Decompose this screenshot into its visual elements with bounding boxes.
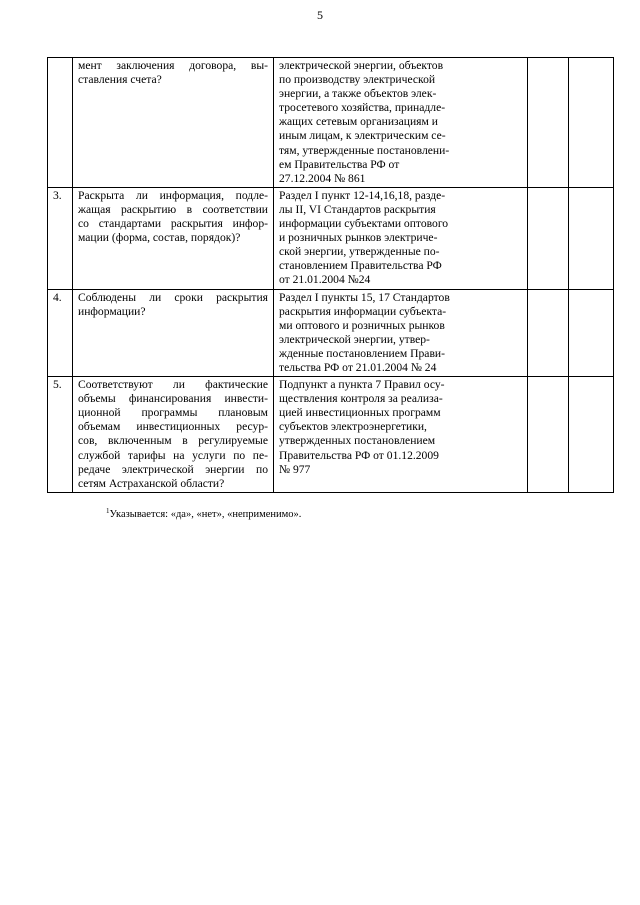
reference-line: лы II, VI Стандартов раскрытия	[279, 202, 436, 216]
table-row	[48, 58, 614, 188]
reference-line: Правительства РФ от 01.12.2009	[279, 448, 439, 462]
note-cell	[569, 289, 614, 377]
note-cell	[569, 187, 614, 289]
reference-line: электрической энергии, утвер-	[279, 332, 430, 346]
question-line: редаче электрической энергии по	[78, 462, 268, 476]
page-number: 5	[317, 8, 323, 22]
reference-cell	[274, 58, 528, 188]
reference-line: тросетевого хозяйства, принадле-	[279, 101, 446, 115]
reference-line: Раздел I пункт 12-14,16,18, разде-	[279, 188, 446, 202]
question-line: жащая раскрытию в соответствии	[78, 202, 268, 216]
reference-line: и розничных рынков электриче-	[279, 231, 438, 245]
table-row	[48, 187, 614, 289]
question-line: Раскрыта ли информация, подле-	[78, 188, 268, 202]
question-line: службой тарифы на услуги по пе-	[78, 448, 268, 462]
table-row	[48, 377, 614, 493]
question-cell	[73, 58, 274, 188]
question-line: ционной программы плановым	[78, 406, 268, 420]
answer-cell	[528, 58, 569, 188]
answer-cell	[528, 187, 569, 289]
footnote-text: Указывается: «да», «нет», «неприменимо».	[109, 509, 302, 520]
reference-line: иным лицам, к электрическим се-	[279, 129, 446, 143]
question-cell	[73, 187, 274, 289]
question-line: сетям Астраханской области?	[78, 476, 225, 490]
reference-cell	[274, 289, 528, 377]
checklist-body	[48, 58, 614, 493]
question-line: Соблюдены ли сроки раскрытия	[78, 290, 268, 304]
note-cell	[569, 377, 614, 493]
question-line: объемы финансирования инвести-	[78, 392, 268, 406]
question-line: мент заключения договора, вы-	[78, 59, 268, 72]
answer-cell	[528, 289, 569, 377]
reference-line: Подпункт а пункта 7 Правил осу-	[279, 378, 445, 392]
reference-cell	[274, 377, 528, 493]
reference-line: 27.12.2004 № 861	[279, 171, 366, 185]
question-cell	[73, 289, 274, 377]
question-line: мации (форма, состав, порядок)?	[78, 231, 241, 245]
reference-line: Раздел I пункты 15, 17 Стандартов	[279, 290, 450, 304]
reference-line: жащих сетевым организациям и	[279, 115, 438, 129]
question-line: Соответствуют ли фактические	[78, 378, 268, 392]
checklist-table	[47, 57, 614, 493]
reference-line: № 977	[279, 462, 311, 476]
reference-line: от 21.01.2004 №24	[279, 273, 371, 287]
question-line: ставления счета?	[78, 73, 162, 87]
table-row	[48, 289, 614, 377]
footnote-marker: 1	[106, 507, 110, 515]
question-line: сов, включенным в регулируемые	[78, 434, 268, 448]
reference-line: тям, утвержденные постановлени-	[279, 143, 450, 157]
reference-line: утвержденных постановлением	[279, 434, 436, 448]
note-cell	[569, 58, 614, 188]
row-number-cell: 5.	[48, 377, 73, 493]
row-number-cell	[48, 58, 73, 188]
reference-line: становлением Правительства РФ	[279, 259, 442, 273]
reference-line: ской энергии, утвержденные по-	[279, 245, 440, 259]
reference-line: субъектов электроэнергетики,	[279, 420, 427, 434]
reference-line: раскрытия информации субъекта-	[279, 304, 447, 318]
reference-line: цией инвестиционных программ	[279, 406, 441, 420]
question-line: со стандартами раскрытия инфор-	[78, 217, 268, 231]
reference-line: по производству электрической	[279, 73, 436, 87]
reference-line: ществления контроля за реализа-	[279, 392, 443, 406]
question-line: объемам инвестиционных ресур-	[78, 420, 268, 434]
question-line: информации?	[78, 304, 146, 318]
row-number-cell: 3.	[48, 187, 73, 289]
reference-line: ми оптового и розничных рынков	[279, 318, 445, 332]
reference-line: ем Правительства РФ от	[279, 157, 400, 171]
reference-line: информации субъектами оптового	[279, 217, 449, 231]
reference-line: тельства РФ от 21.01.2004 № 24	[279, 360, 437, 374]
reference-line: жденные постановлением Прави-	[279, 346, 445, 360]
reference-line: энергии, а также объектов элек-	[279, 87, 437, 101]
answer-cell	[528, 377, 569, 493]
reference-line: электрической энергии, объектов	[279, 59, 444, 72]
question-cell	[73, 377, 274, 493]
reference-cell	[274, 187, 528, 289]
footnote	[106, 507, 301, 520]
row-number-cell: 4.	[48, 289, 73, 377]
